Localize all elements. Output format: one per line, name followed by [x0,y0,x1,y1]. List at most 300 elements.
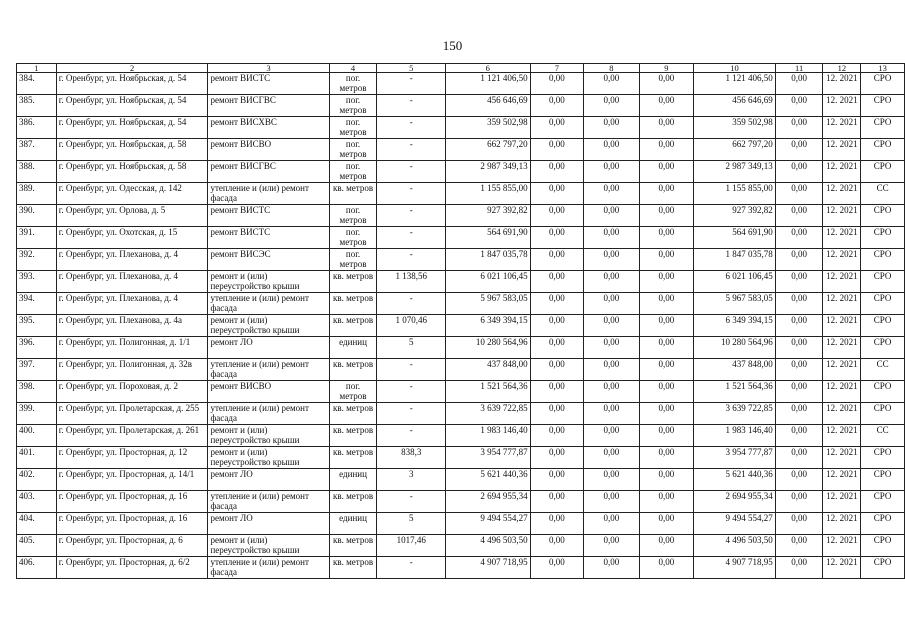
quantity-cell: - [377,73,446,95]
amount-cell: 0,00 [530,315,584,337]
address-cell: г. Оренбург, ул. Одесская, д. 142 [56,183,208,205]
amount-cell: 0,00 [584,491,640,513]
work-type-cell: ремонт ЛО [208,337,329,359]
unit-cell: пог. метров [329,73,377,95]
amount-cell: 0,00 [639,73,694,95]
quantity-cell: - [377,161,446,183]
completion-date-cell: 12. 2021 [823,557,861,579]
quantity-cell: - [377,381,446,403]
total-cost-cell: 1 847 035,78 [445,249,530,271]
organization-cell: СРО [861,271,905,293]
address-cell: г. Оренбург, ул. Плеханова, д. 4а [56,315,208,337]
table-row [17,117,905,139]
table-row [17,513,905,535]
row-number-cell: 402. [17,469,57,491]
fund-amount-cell: 564 691,90 [694,227,776,249]
column-header: 10 [694,64,776,73]
completion-date-cell: 12. 2021 [823,491,861,513]
amount-cell: 0,00 [639,359,694,381]
amount-cell: 0,00 [775,139,823,161]
amount-cell: 0,00 [584,161,640,183]
unit-cell: пог. метров [329,139,377,161]
work-type-cell: ремонт ВИСГВС [208,161,329,183]
organization-cell: СРО [861,491,905,513]
amount-cell: 0,00 [530,139,584,161]
quantity-cell: 1 070,46 [377,315,446,337]
table-row [17,249,905,271]
unit-cell: кв. метров [329,425,377,447]
row-number-cell: 396. [17,337,57,359]
amount-cell: 0,00 [530,271,584,293]
amount-cell: 0,00 [584,95,640,117]
unit-cell: единиц [329,337,377,359]
amount-cell: 0,00 [775,95,823,117]
organization-cell: СРО [861,249,905,271]
amount-cell: 0,00 [775,183,823,205]
completion-date-cell: 12. 2021 [823,381,861,403]
amount-cell: 0,00 [775,359,823,381]
column-header: 13 [861,64,905,73]
quantity-cell: - [377,359,446,381]
unit-cell: пог. метров [329,381,377,403]
fund-amount-cell: 6 021 106,45 [694,271,776,293]
amount-cell: 0,00 [530,557,584,579]
unit-cell: кв. метров [329,183,377,205]
fund-amount-cell: 1 521 564,36 [694,381,776,403]
table-row [17,381,905,403]
organization-cell: СРО [861,315,905,337]
row-number-cell: 388. [17,161,57,183]
organization-cell: СРО [861,227,905,249]
amount-cell: 0,00 [530,183,584,205]
quantity-cell: 3 [377,469,446,491]
row-number-cell: 386. [17,117,57,139]
work-type-cell: утепление и (или) ремонт фасада [208,293,329,315]
amount-cell: 0,00 [639,535,694,557]
unit-cell: кв. метров [329,315,377,337]
amount-cell: 0,00 [639,337,694,359]
work-type-cell: ремонт ВИСВО [208,139,329,161]
amount-cell: 0,00 [584,73,640,95]
table-row [17,491,905,513]
column-header: 6 [445,64,530,73]
work-type-cell: утепление и (или) ремонт фасада [208,183,329,205]
address-cell: г. Оренбург, ул. Плеханова, д. 4 [56,293,208,315]
column-header: 7 [530,64,584,73]
completion-date-cell: 12. 2021 [823,271,861,293]
address-cell: г. Оренбург, ул. Ноябрьская, д. 58 [56,139,208,161]
address-cell: г. Оренбург, ул. Ноябрьская, д. 54 [56,73,208,95]
organization-cell: СРО [861,293,905,315]
fund-amount-cell: 6 349 394,15 [694,315,776,337]
amount-cell: 0,00 [584,425,640,447]
fund-amount-cell: 927 392,82 [694,205,776,227]
completion-date-cell: 12. 2021 [823,425,861,447]
completion-date-cell: 12. 2021 [823,513,861,535]
amount-cell: 0,00 [530,403,584,425]
organization-cell: СРО [861,139,905,161]
amount-cell: 0,00 [775,513,823,535]
amount-cell: 0,00 [775,73,823,95]
amount-cell: 0,00 [530,73,584,95]
quantity-cell: - [377,227,446,249]
table-row [17,205,905,227]
organization-cell: СС [861,425,905,447]
unit-cell: кв. метров [329,491,377,513]
amount-cell: 0,00 [530,513,584,535]
address-cell: г. Оренбург, ул. Просторная, д. 12 [56,447,208,469]
work-type-cell: утепление и (или) ремонт фасада [208,557,329,579]
organization-cell: СРО [861,535,905,557]
table-row [17,557,905,579]
address-cell: г. Оренбург, ул. Полигонная, д. 32в [56,359,208,381]
total-cost-cell: 9 494 554,27 [445,513,530,535]
table-row [17,469,905,491]
unit-cell: кв. метров [329,535,377,557]
row-number-cell: 399. [17,403,57,425]
organization-cell: СРО [861,95,905,117]
address-cell: г. Оренбург, ул. Ноябрьская, д. 58 [56,161,208,183]
quantity-cell: 5 [377,513,446,535]
amount-cell: 0,00 [775,249,823,271]
row-number-cell: 397. [17,359,57,381]
quantity-cell: - [377,117,446,139]
amount-cell: 0,00 [639,117,694,139]
organization-cell: СРО [861,161,905,183]
amount-cell: 0,00 [775,161,823,183]
amount-cell: 0,00 [639,469,694,491]
fund-amount-cell: 5 967 583,05 [694,293,776,315]
total-cost-cell: 2 694 955,34 [445,491,530,513]
amount-cell: 0,00 [584,227,640,249]
total-cost-cell: 2 987 349,13 [445,161,530,183]
amount-cell: 0,00 [530,205,584,227]
column-header: 3 [208,64,329,73]
completion-date-cell: 12. 2021 [823,139,861,161]
work-type-cell: ремонт и (или) переустройство крыши [208,425,329,447]
total-cost-cell: 564 691,90 [445,227,530,249]
amount-cell: 0,00 [639,205,694,227]
quantity-cell: - [377,425,446,447]
amount-cell: 0,00 [584,183,640,205]
table-row [17,535,905,557]
completion-date-cell: 12. 2021 [823,535,861,557]
unit-cell: кв. метров [329,293,377,315]
amount-cell: 0,00 [530,95,584,117]
organization-cell: СРО [861,469,905,491]
address-cell: г. Оренбург, ул. Просторная, д. 14/1 [56,469,208,491]
total-cost-cell: 1 121 406,50 [445,73,530,95]
total-cost-cell: 927 392,82 [445,205,530,227]
completion-date-cell: 12. 2021 [823,447,861,469]
amount-cell: 0,00 [639,249,694,271]
address-cell: г. Оренбург, ул. Ноябрьская, д. 54 [56,117,208,139]
repair-register-table [16,63,905,579]
column-header: 2 [56,64,208,73]
row-number-cell: 398. [17,381,57,403]
amount-cell: 0,00 [530,447,584,469]
table-row [17,227,905,249]
amount-cell: 0,00 [639,293,694,315]
fund-amount-cell: 10 280 564,96 [694,337,776,359]
amount-cell: 0,00 [775,425,823,447]
completion-date-cell: 12. 2021 [823,73,861,95]
address-cell: г. Оренбург, ул. Плеханова, д. 4 [56,271,208,293]
amount-cell: 0,00 [639,161,694,183]
completion-date-cell: 12. 2021 [823,161,861,183]
column-header: 8 [584,64,640,73]
work-type-cell: утепление и (или) ремонт фасада [208,359,329,381]
amount-cell: 0,00 [584,117,640,139]
total-cost-cell: 3 954 777,87 [445,447,530,469]
table-row [17,271,905,293]
unit-cell: кв. метров [329,271,377,293]
total-cost-cell: 1 155 855,00 [445,183,530,205]
amount-cell: 0,00 [775,293,823,315]
amount-cell: 0,00 [530,491,584,513]
unit-cell: единиц [329,513,377,535]
amount-cell: 0,00 [775,535,823,557]
work-type-cell: ремонт ВИСВО [208,381,329,403]
quantity-cell: - [377,183,446,205]
table-row [17,337,905,359]
amount-cell: 0,00 [584,293,640,315]
work-type-cell: ремонт и (или) переустройство крыши [208,447,329,469]
row-number-cell: 393. [17,271,57,293]
unit-cell: пог. метров [329,117,377,139]
unit-cell: единиц [329,469,377,491]
row-number-cell: 391. [17,227,57,249]
row-number-cell: 395. [17,315,57,337]
fund-amount-cell: 9 494 554,27 [694,513,776,535]
address-cell: г. Оренбург, ул. Полигонная, д. 1/1 [56,337,208,359]
organization-cell: СС [861,183,905,205]
address-cell: г. Оренбург, ул. Плеханова, д. 4 [56,249,208,271]
fund-amount-cell: 3 639 722,85 [694,403,776,425]
amount-cell: 0,00 [584,139,640,161]
completion-date-cell: 12. 2021 [823,205,861,227]
quantity-cell: - [377,491,446,513]
column-header: 4 [329,64,377,73]
amount-cell: 0,00 [584,403,640,425]
work-type-cell: ремонт ВИСЭС [208,249,329,271]
amount-cell: 0,00 [584,249,640,271]
amount-cell: 0,00 [775,227,823,249]
fund-amount-cell: 4 907 718,95 [694,557,776,579]
quantity-cell: - [377,95,446,117]
amount-cell: 0,00 [530,337,584,359]
fund-amount-cell: 4 496 503,50 [694,535,776,557]
address-cell: г. Оренбург, ул. Орлова, д. 5 [56,205,208,227]
row-number-cell: 406. [17,557,57,579]
organization-cell: СРО [861,513,905,535]
work-type-cell: ремонт ВИСТС [208,205,329,227]
row-number-cell: 403. [17,491,57,513]
fund-amount-cell: 359 502,98 [694,117,776,139]
amount-cell: 0,00 [584,535,640,557]
work-type-cell: ремонт ВИСТС [208,73,329,95]
work-type-cell: ремонт и (или) переустройство крыши [208,271,329,293]
total-cost-cell: 456 646,69 [445,95,530,117]
table-row [17,293,905,315]
amount-cell: 0,00 [639,557,694,579]
amount-cell: 0,00 [775,337,823,359]
fund-amount-cell: 1 155 855,00 [694,183,776,205]
amount-cell: 0,00 [584,381,640,403]
row-number-cell: 385. [17,95,57,117]
amount-cell: 0,00 [530,249,584,271]
completion-date-cell: 12. 2021 [823,249,861,271]
row-number-cell: 400. [17,425,57,447]
table-row [17,161,905,183]
amount-cell: 0,00 [584,315,640,337]
amount-cell: 0,00 [639,381,694,403]
total-cost-cell: 3 639 722,85 [445,403,530,425]
amount-cell: 0,00 [584,271,640,293]
completion-date-cell: 12. 2021 [823,403,861,425]
row-number-cell: 394. [17,293,57,315]
amount-cell: 0,00 [584,469,640,491]
amount-cell: 0,00 [530,117,584,139]
amount-cell: 0,00 [775,205,823,227]
fund-amount-cell: 456 646,69 [694,95,776,117]
fund-amount-cell: 1 121 406,50 [694,73,776,95]
row-number-cell: 390. [17,205,57,227]
work-type-cell: ремонт и (или) переустройство крыши [208,315,329,337]
row-number-cell: 401. [17,447,57,469]
unit-cell: пог. метров [329,205,377,227]
amount-cell: 0,00 [639,315,694,337]
table-row [17,73,905,95]
address-cell: г. Оренбург, ул. Просторная, д. 6/2 [56,557,208,579]
total-cost-cell: 662 797,20 [445,139,530,161]
organization-cell: СРО [861,403,905,425]
total-cost-cell: 4 907 718,95 [445,557,530,579]
amount-cell: 0,00 [530,227,584,249]
amount-cell: 0,00 [639,513,694,535]
unit-cell: кв. метров [329,403,377,425]
organization-cell: СРО [861,205,905,227]
address-cell: г. Оренбург, ул. Просторная, д. 6 [56,535,208,557]
total-cost-cell: 6 349 394,15 [445,315,530,337]
amount-cell: 0,00 [639,227,694,249]
quantity-cell: 1017,46 [377,535,446,557]
table-row [17,425,905,447]
quantity-cell: 1 138,56 [377,271,446,293]
column-number-header-row [17,64,905,73]
fund-amount-cell: 2 694 955,34 [694,491,776,513]
total-cost-cell: 1 521 564,36 [445,381,530,403]
row-number-cell: 404. [17,513,57,535]
table-row [17,139,905,161]
work-type-cell: ремонт ВИСГВС [208,95,329,117]
quantity-cell: 5 [377,337,446,359]
amount-cell: 0,00 [775,469,823,491]
row-number-cell: 387. [17,139,57,161]
unit-cell: кв. метров [329,557,377,579]
amount-cell: 0,00 [639,491,694,513]
amount-cell: 0,00 [584,205,640,227]
organization-cell: СРО [861,337,905,359]
column-header: 9 [639,64,694,73]
amount-cell: 0,00 [530,469,584,491]
amount-cell: 0,00 [530,381,584,403]
completion-date-cell: 12. 2021 [823,315,861,337]
address-cell: г. Оренбург, ул. Просторная, д. 16 [56,491,208,513]
organization-cell: СРО [861,557,905,579]
amount-cell: 0,00 [775,381,823,403]
amount-cell: 0,00 [775,403,823,425]
work-type-cell: утепление и (или) ремонт фасада [208,491,329,513]
work-type-cell: ремонт ЛО [208,513,329,535]
completion-date-cell: 12. 2021 [823,359,861,381]
amount-cell: 0,00 [775,557,823,579]
address-cell: г. Оренбург, ул. Пролетарская, д. 255 [56,403,208,425]
quantity-cell: - [377,249,446,271]
work-type-cell: ремонт ВИСТС [208,227,329,249]
completion-date-cell: 12. 2021 [823,117,861,139]
total-cost-cell: 359 502,98 [445,117,530,139]
organization-cell: СС [861,359,905,381]
amount-cell: 0,00 [775,271,823,293]
work-type-cell: ремонт и (или) переустройство крыши [208,535,329,557]
table-row [17,95,905,117]
unit-cell: пог. метров [329,161,377,183]
work-type-cell: ремонт ЛО [208,469,329,491]
row-number-cell: 384. [17,73,57,95]
amount-cell: 0,00 [584,557,640,579]
unit-cell: пог. метров [329,95,377,117]
table-row [17,315,905,337]
table-row [17,359,905,381]
column-header: 12 [823,64,861,73]
address-cell: г. Оренбург, ул. Охотская, д. 15 [56,227,208,249]
amount-cell: 0,00 [639,403,694,425]
total-cost-cell: 4 496 503,50 [445,535,530,557]
amount-cell: 0,00 [639,271,694,293]
work-type-cell: ремонт ВИСХВС [208,117,329,139]
address-cell: г. Оренбург, ул. Просторная, д. 16 [56,513,208,535]
quantity-cell: - [377,139,446,161]
amount-cell: 0,00 [584,359,640,381]
column-header: 5 [377,64,446,73]
total-cost-cell: 6 021 106,45 [445,271,530,293]
work-type-cell: утепление и (или) ремонт фасада [208,403,329,425]
amount-cell: 0,00 [775,447,823,469]
amount-cell: 0,00 [530,161,584,183]
completion-date-cell: 12. 2021 [823,227,861,249]
fund-amount-cell: 1 847 035,78 [694,249,776,271]
quantity-cell: - [377,205,446,227]
unit-cell: кв. метров [329,447,377,469]
completion-date-cell: 12. 2021 [823,183,861,205]
page-number: 150 [442,38,463,53]
amount-cell: 0,00 [639,183,694,205]
organization-cell: СРО [861,447,905,469]
column-header: 1 [17,64,57,73]
table-row [17,183,905,205]
row-number-cell: 389. [17,183,57,205]
amount-cell: 0,00 [530,425,584,447]
quantity-cell: - [377,403,446,425]
total-cost-cell: 10 280 564,96 [445,337,530,359]
amount-cell: 0,00 [584,513,640,535]
completion-date-cell: 12. 2021 [823,95,861,117]
quantity-cell: - [377,557,446,579]
address-cell: г. Оренбург, ул. Ноябрьская, д. 54 [56,95,208,117]
amount-cell: 0,00 [639,425,694,447]
fund-amount-cell: 437 848,00 [694,359,776,381]
